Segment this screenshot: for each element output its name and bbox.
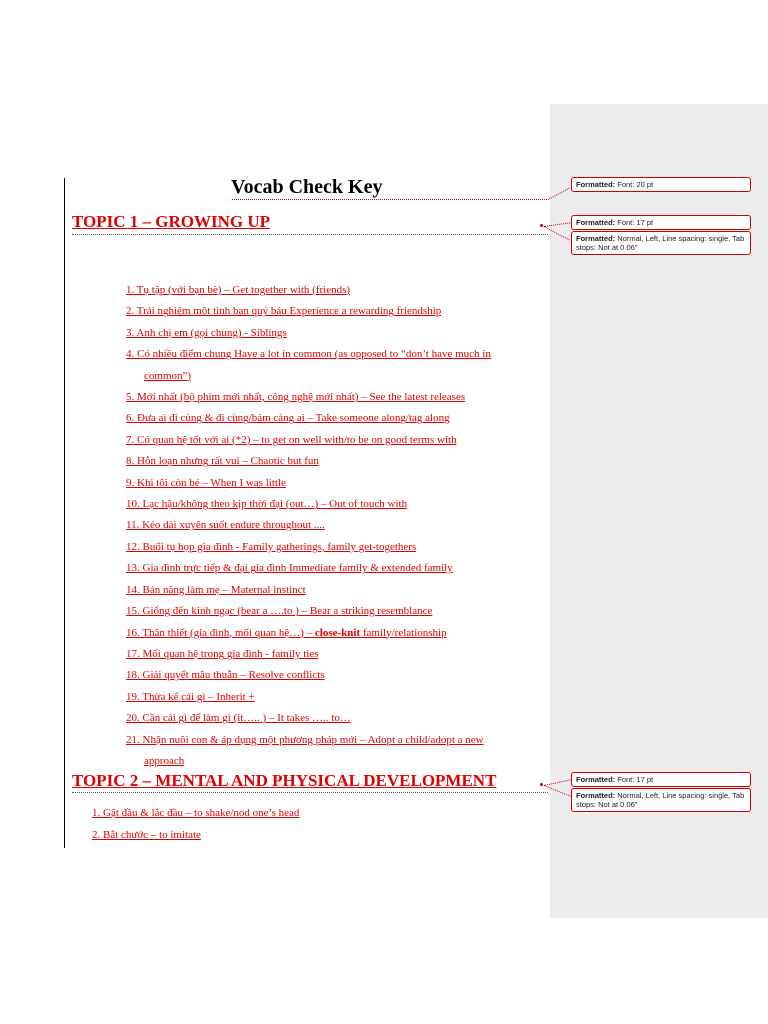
list-item[interactable]: 12. Buổi tụ họp gia đình - Family gatherings, family get-togethers [126,540,417,553]
list-item[interactable]: 1. Tụ tập (với bạn bè) – Get together with (friends) [126,284,351,296]
comment-balloon[interactable] [571,772,751,787]
topic-1-heading[interactable]: TOPIC 1 – GROWING UP [72,212,271,231]
comment-balloon[interactable] [571,231,751,255]
title-dotted-line [232,199,547,200]
list-item[interactable]: 17. Mối quan hệ trong gia đình - family ties [126,647,319,660]
list-item[interactable]: 20. Cần cái gì để làm gì (it….. ) – It takes ….. to… [126,712,351,725]
document-title[interactable]: Vocab Check Key [231,176,383,198]
comment-text: Font: 17 pt [615,218,654,227]
comment-label: Formatted: [576,218,616,227]
comment-label: Formatted: [576,234,616,243]
change-bar [64,178,65,848]
list-item[interactable]: 8. Hỗn loạn nhưng rất vui – Chaotic but fun [126,455,319,468]
comment-balloon[interactable] [571,215,751,230]
list-item[interactable]: 10. Lạc hậu/không theo kịp thời đại (out…) – Out of touch with [126,498,408,511]
topic-2-dotted-line [72,792,548,793]
list-item[interactable]: 2. Trải nghiệm một tình bạn quý báu Experience a rewarding friendship [126,305,442,318]
comment-text: Font: 17 pt [615,775,654,784]
list-item[interactable]: 19. Thừa kế cái gì – Inherit + [126,690,255,703]
list-item[interactable]: 5. Mới nhất (bộ phim mới nhất, công nghệ mới nhất) – See the latest releases [126,391,466,404]
list-item[interactable]: 13. Gia đình trực tiếp & đại gia đình Immediate family & extended family [126,562,453,575]
list-item-continuation: common”) [144,369,192,382]
list-item[interactable]: 2. Bắt chước – to imitate [92,829,201,841]
list-item[interactable]: 14. Bản năng làm mẹ – Maternal instinct [126,583,306,596]
list-item[interactable]: 11. Kéo dài xuyên suốt endure throughout .... [126,519,325,532]
list-item-text: 21. Nhận nuôi con & áp dụng một phương pháp mới – Adopt a child/adopt a new [126,733,484,746]
list-item[interactable]: 9. Khi tôi còn bé – When I was little [126,476,286,489]
topic-1-dotted-line [72,234,548,235]
comment-balloon[interactable] [571,177,751,192]
list-item[interactable]: 15. Giống đến kinh ngạc (bear a ….to ) – Bear a striking resemblance [126,605,433,618]
comment-balloon[interactable] [571,788,751,812]
list-item[interactable]: 18. Giải quyết mâu thuẫn – Resolve conflicts [126,669,325,682]
comment-text: Normal, Left, Line spacing: single, Tab stops: Not at 0.06" [576,791,745,809]
comment-text: Font: 20 pt [615,180,654,189]
comment-label: Formatted: [576,791,616,800]
list-item[interactable] [126,623,546,644]
list-item-continuation: approach [144,754,185,767]
topic-2-vocab-list [92,802,532,846]
topic-2-heading[interactable]: TOPIC 2 – MENTAL AND PHYSICAL DEVELOPMENT [72,771,497,790]
list-item-text: 4. Có nhiều điểm chung Have a lot in common (as opposed to “don’t have much in [126,348,491,361]
list-item[interactable] [126,344,546,387]
list-item[interactable]: 7. Có quan hệ tốt với ai (*2) – to get on well with/to be on good terms with [126,433,457,446]
topic-1-vocab-list [126,280,546,772]
comment-label: Formatted: [576,180,616,189]
list-item-text: 16. Thân thiết (gia đình, mối quan hệ…) – [126,626,315,639]
list-item[interactable]: 1. Gật đầu & lắc đầu – to shake/nod one’s head [92,807,300,819]
list-item[interactable] [126,730,546,773]
list-item[interactable]: 3. Anh chị em (gọi chung) - Siblings [126,326,287,339]
list-item-text-tail: family/relationship [360,626,447,639]
bold-term: close-knit [314,626,361,639]
comment-text: Normal, Left, Line spacing: single, Tab stops: Not at 0.06" [576,234,745,252]
list-item[interactable]: 6. Đưa ai đi cùng & đi cùng/bám càng ai – Take someone along/tag along [126,412,450,425]
comment-label: Formatted: [576,775,616,784]
